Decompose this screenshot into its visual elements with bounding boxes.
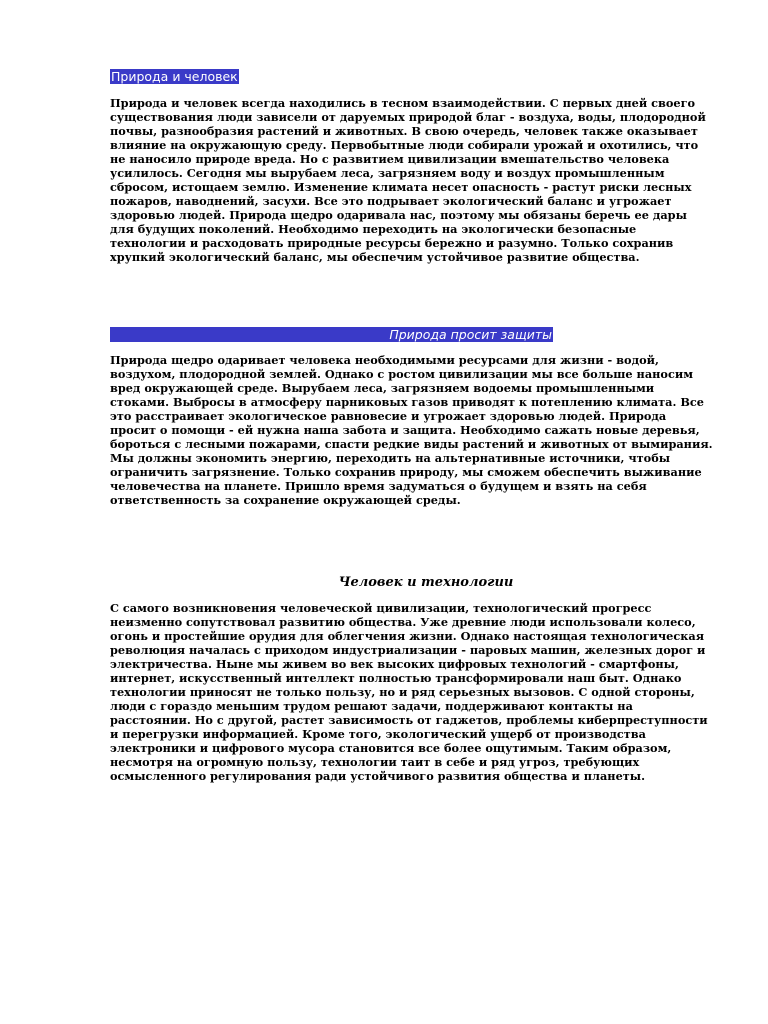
section-paragraph: Природа щедро одаривает человека необходимыми ресурсами для жизни - водой, воздухом, плодородной землей. Однако с ростом цивилизации мы все больше наносим вред окружающей среде. Вырубаем леса, загрязняем водоемы промышленными стоками. Выбросы в атмосферу парниковых газов приводят к потеплению климата. Все это расстраивает экологическое равновесие и угрожает здоровью людей. Природа просит о помощи - ей нужна наша забота и защита. Необходимо сажать новые деревья, бороться с лесными пожарами, спасти редкие виды растений и животных от вымирания. Мы должны экономить энергию, переходить на альтернативные источники, чтобы ограничить загрязнение. Только сохранив природу, мы сможем обеспечить выживание человечества на планете. Пришло время задуматься о будущем и взять на себя ответственность за сохранение окружающей среды. <box>110 353 713 507</box>
section-heading: Человек и технологии <box>338 575 514 590</box>
section-nature-and-man <box>110 68 714 264</box>
section-heading: Природа и человек <box>111 69 238 84</box>
section-paragraph: С самого возникновения человеческой цивилизации, технологический прогресс неизменно сопутствовал развитию общества. Уже древние люди использовали колесо, огонь и простейшие орудия для облегчения жизни. Однако настоящая технологическая революция началась с приходом индустриализации - паровых машин, железных дорог и электричества. Ныне мы живем во век высоких цифровых технологий - смартфоны, интернет, искусственный интеллект полностью трансформировали наш быт. Однако технологии приносят не только пользу, но и ряд серьезных вызовов. С одной стороны, люди с гораздо меньшим трудом решают задачи, поддерживают контакты на расстоянии. Но с другой, растет зависимость от гаджетов, проблемы киберпреступности и перегрузки информацией. Кроме того, экологический ущерб от производства электроники и цифрового мусора становится все более ощутимым. Таким образом, несмотря на огромную пользу, технологии таит в себе и ряд угроз, требующих осмысленного регулирования ради устойчивого развития общества и планеты. <box>110 601 708 783</box>
section-heading: Природа просит защиты <box>110 327 553 342</box>
section-nature-asks-protection <box>110 327 714 507</box>
section-man-and-technology <box>110 575 714 783</box>
section-paragraph: Природа и человек всегда находились в тесном взаимодействии. С первых дней своего существования люди зависели от даруемых природой благ - воздуха, воды, плодородной почвы, разнообразия растений и животных. В свою очередь, человек также оказывает влияние на окружающую среду. Первобытные люди собирали урожай и охотились, что не наносило природе вреда. Но с развитием цивилизации вмешательство человека усилилось. Сегодня мы вырубаем леса, загрязняем воду и воздух промышленным сбросом, истощаем землю. Изменение климата несет опасность - растут риски лесных пожаров, наводнений, засухи. Все это подрывает экологический баланс и угрожает здоровью людей. Природа щедро одаривала нас, поэтому мы обязаны беречь ее дары для будущих поколений. Необходимо переходить на экологически безопасные технологии и расходовать природные ресурсы бережно и разумно. Только сохранив хрупкий экологический баланс, мы обеспечим устойчивое развитие общества. <box>110 96 706 264</box>
